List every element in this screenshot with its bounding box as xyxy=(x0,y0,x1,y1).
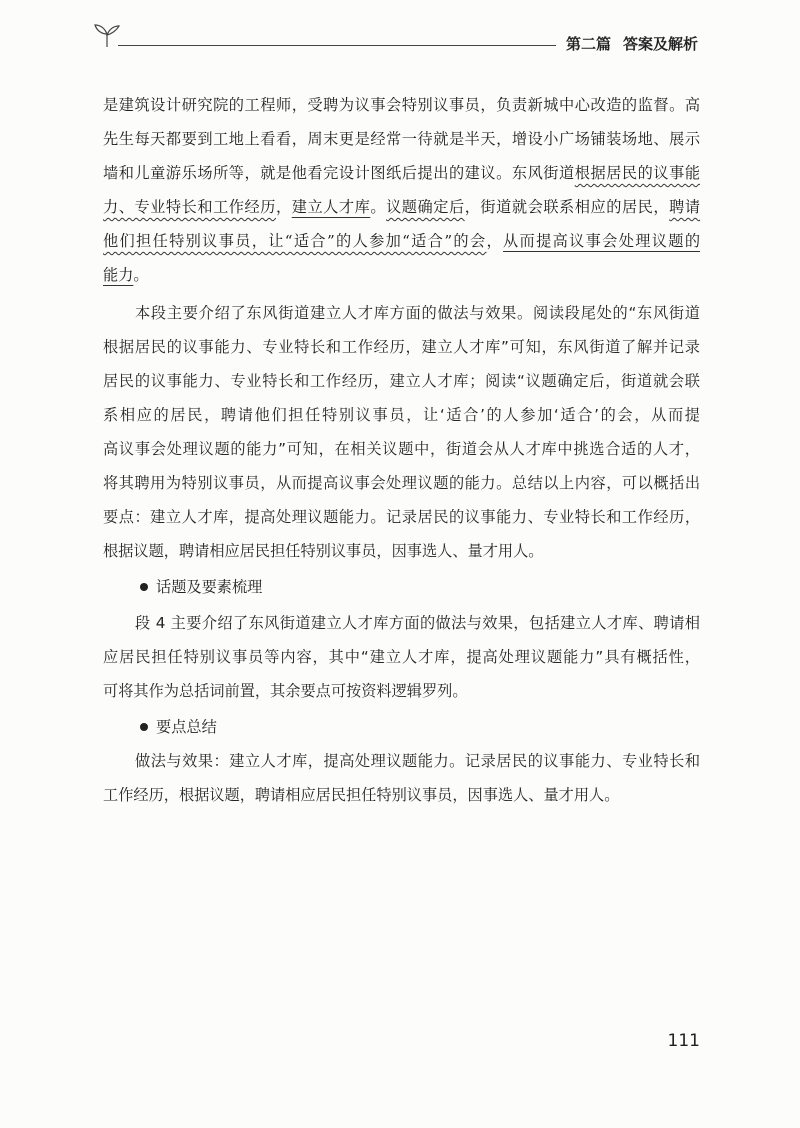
underlined-text: 能力 xyxy=(103,266,134,284)
bullet-icon xyxy=(140,723,148,731)
wavy-underlined-text: 议题确定后 xyxy=(386,198,465,216)
excerpt-text: ，街道就会联系相应的居民， xyxy=(464,198,670,216)
excerpt-line xyxy=(103,258,700,292)
excerpt-line xyxy=(103,88,700,122)
summary-paragraph xyxy=(103,744,700,812)
summary-heading-label: 要点总结 xyxy=(156,718,217,736)
analysis-line: 根据居民的议事能力、专业特长和工作经历，建立人才库”可知，东风街道了解并记录 xyxy=(103,338,700,356)
analysis-line: 系相应的居民，聘请他们担任特别议事员，让‘适合’的人参加‘适合’的会，从而提 xyxy=(103,406,700,424)
topic-heading xyxy=(140,570,262,604)
bullet-icon xyxy=(140,583,148,591)
topic-line: 可将其作为总括词前置，其余要点可按资料逻辑罗列。 xyxy=(103,682,468,700)
excerpt-text: 先生每天都要到工地上看看，周末更是经常一待就是半天，增设小广场铺装场地、展示 xyxy=(103,130,700,148)
excerpt-text: 。 xyxy=(370,198,387,216)
wavy-underlined-text: 根据居民的议事能 xyxy=(574,164,701,182)
summary-line: 工作经历，根据议题，聘请相应居民担任特别议事员，因事选人、量才用人。 xyxy=(103,786,620,804)
analysis-line: 根据议题，聘请相应居民担任特别议事员，因事选人、量才用人。 xyxy=(103,542,544,560)
analysis-line: 高议事会处理议题的能力”可知，在相关议题中，街道会从人才库中挑选合适的人才， xyxy=(103,440,700,458)
page-number: 111 xyxy=(667,1031,700,1051)
header-section: 第二篇 xyxy=(566,35,612,53)
excerpt-line xyxy=(103,122,700,156)
excerpt-text: 。 xyxy=(133,266,149,284)
topic-paragraph xyxy=(103,606,700,708)
excerpt-text: 是建筑设计研究院的工程师，受聘为议事会特别议事员，负责新城中心改造的监督。高 xyxy=(103,96,700,114)
excerpt-text: 墙和儿童游乐场所等，就是他看完设计图纸后提出的建议。东风街道 xyxy=(103,164,575,182)
summary-heading xyxy=(140,710,217,744)
underlined-text: 建立人才库 xyxy=(291,198,371,216)
header-title: 答案及解析 xyxy=(623,35,699,53)
excerpt-line xyxy=(103,190,700,224)
summary-line: 做法与效果：建立人才库，提高处理议题能力。记录居民的议事能力、专业特长和 xyxy=(135,752,700,770)
excerpt-line xyxy=(103,224,700,258)
excerpt-text: ， xyxy=(486,232,504,250)
analysis-line: 本段主要介绍了东风街道建立人才库方面的做法与效果。阅读段尾处的“东风街道 xyxy=(135,304,700,322)
analysis-paragraph xyxy=(103,296,700,568)
wavy-underlined-text: 他们担任特别议事员，让“适合”的人参加“适合”的会 xyxy=(103,232,487,250)
analysis-line: 居民的议事能力、专业特长和工作经历，建立人才库；阅读“议题确定后，街道就会联 xyxy=(103,372,700,390)
header-rule xyxy=(118,45,556,46)
running-header xyxy=(566,34,698,54)
excerpt-text: ， xyxy=(275,198,292,216)
excerpt-paragraph xyxy=(103,88,700,292)
topic-line: 应居民担任特别议事员等内容，其中“建立人才库，提高处理议题能力”具有概括性， xyxy=(103,648,700,666)
underlined-text: 从而提高议事会处理议题的 xyxy=(503,232,701,250)
analysis-line: 将其聘用为特别议事员，从而提高议事会处理议题的能力。总结以上内容，可以概括出 xyxy=(103,474,700,492)
topic-line: 段 4 主要介绍了东风街道建立人才库方面的做法与效果，包括建立人才库、聘请相 xyxy=(135,614,700,632)
wavy-underlined-text: 力、专业特长和工作经历 xyxy=(103,198,276,216)
excerpt-line xyxy=(103,156,700,190)
topic-heading-label: 话题及要素梳理 xyxy=(156,578,263,596)
analysis-line: 要点：建立人才库，提高处理议题能力。记录居民的议事能力、专业特长和工作经历， xyxy=(103,508,700,526)
wavy-underlined-text: 聘请 xyxy=(669,198,701,216)
